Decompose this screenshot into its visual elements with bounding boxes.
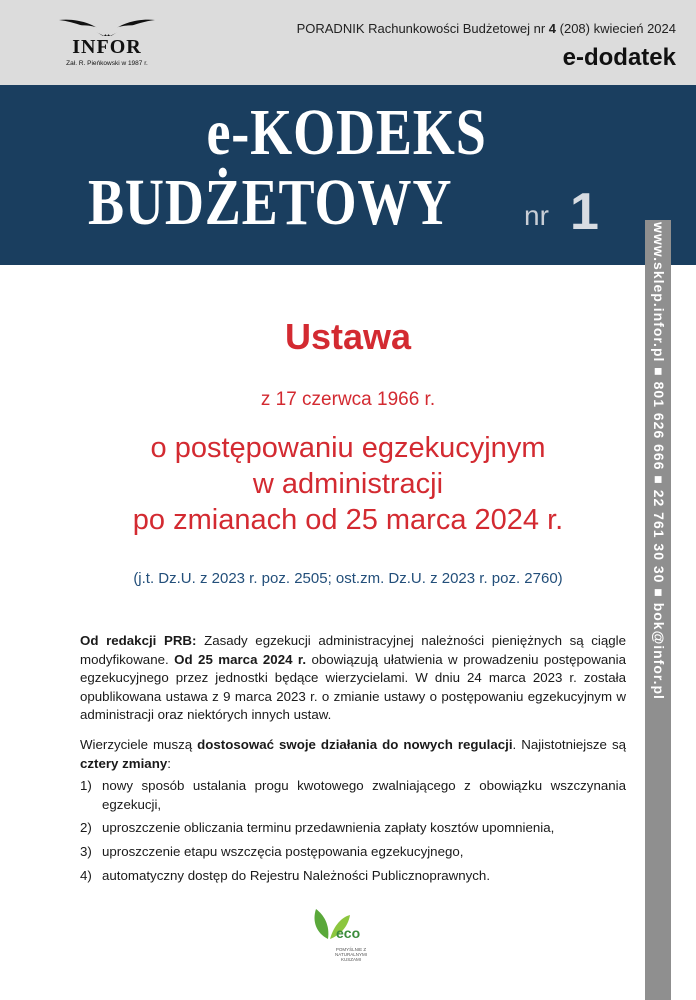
paragraph-text: . Najistotniejsze są — [512, 736, 626, 752]
editorial-body — [80, 632, 626, 890]
supplement-label: e-dodatek — [562, 44, 676, 71]
list-text: automatyczny dostęp do Rejestru Należności Publicznoprawnych. — [102, 867, 491, 883]
paragraph-text: obowiązują ułatwienia w prowadzeniu postępowania egzekucyjnego przez jednostki będące wierzycielami. W dniu 24 marca 2023 r. została opublikowana ustawa z 9 marca 2023 r. o zmianie ustawy o postępowaniu egzekucyjnym w administracji oraz niektórych innych ustaw. — [80, 651, 626, 723]
list-text: nowy sposób ustalania progu kwotowego zwalniającego z obowiązku wszczynania egzekucji, — [102, 778, 626, 812]
nr-label: nr — [524, 200, 549, 231]
paragraph-text: Wierzyciele muszą — [80, 736, 198, 752]
eco-small-text: POMYŚLNIE Z NATURALNYMI KUSZAMI — [335, 947, 367, 962]
list-text: uproszczenie obliczania terminu przedawnienia zapłaty kosztów upomnienia, — [102, 820, 555, 836]
changes-intro — [80, 736, 626, 773]
editorial-label: Od redakcji PRB: — [80, 633, 197, 648]
paragraph-bold: dostosować swoje działania do nowych regulacji — [197, 736, 513, 752]
paragraph-bold: cztery zmiany — [80, 755, 168, 771]
list-number: 2) — [80, 820, 92, 836]
logo-name: INFOR — [72, 36, 142, 58]
contact-strip-text: www.sklep.infor.pl ■ 801 626 666 ■ 22 761 30 30 ■ bok@infor.pl — [651, 222, 667, 700]
publication-line — [297, 21, 676, 36]
paragraph-text: Zasady egzekucji administracyjnej należności pieniężnych są ciągle modyfikowane. — [80, 633, 626, 667]
list-number: 1) — [80, 778, 92, 794]
publication-name: PORADNIK Rachunkowości Budżetowej nr — [296, 21, 546, 36]
list-item — [80, 867, 626, 886]
act-subject-line: po zmianach od 25 marca 2024 r. — [132, 504, 564, 536]
paragraph-bold: Od 25 marca 2024 r. — [174, 651, 307, 667]
act-subject-line: w administracji — [252, 468, 444, 500]
list-number: 4) — [80, 867, 92, 883]
infor-logo — [57, 14, 157, 74]
wings-icon — [57, 14, 157, 38]
eco-label: eco — [336, 925, 361, 941]
changes-list — [80, 777, 626, 885]
list-item — [80, 843, 626, 862]
eco-logo — [310, 903, 380, 963]
act-subject-line: o postępowaniu egzekucyjnym — [150, 432, 546, 464]
nr-value: 1 — [570, 183, 599, 241]
title-line-2: BUDŻETOWY — [88, 166, 453, 239]
list-item — [80, 819, 626, 838]
issue-date: (208) kwiecień 2024 — [559, 21, 676, 36]
list-number: 3) — [80, 843, 92, 859]
list-item — [80, 777, 626, 814]
act-subject — [0, 430, 696, 538]
issue-number: 4 — [548, 21, 557, 36]
act-citation: (j.t. Dz.U. z 2023 r. poz. 2505; ost.zm. Dz.U. z 2023 r. poz. 2760) — [133, 570, 563, 587]
act-date: z 17 czerwca 1966 r. — [260, 389, 436, 410]
act-type: Ustawa — [284, 316, 412, 357]
title-line-1: e-KODEKS — [206, 96, 487, 169]
logo-tagline: Zał. R. Pieńkowski w 1987 r. — [66, 60, 148, 67]
list-text: uproszczenie etapu wszczęcia postępowania egzekucyjnego, — [102, 843, 464, 859]
paragraph-text: : — [167, 755, 171, 771]
editorial-paragraph — [80, 632, 626, 725]
